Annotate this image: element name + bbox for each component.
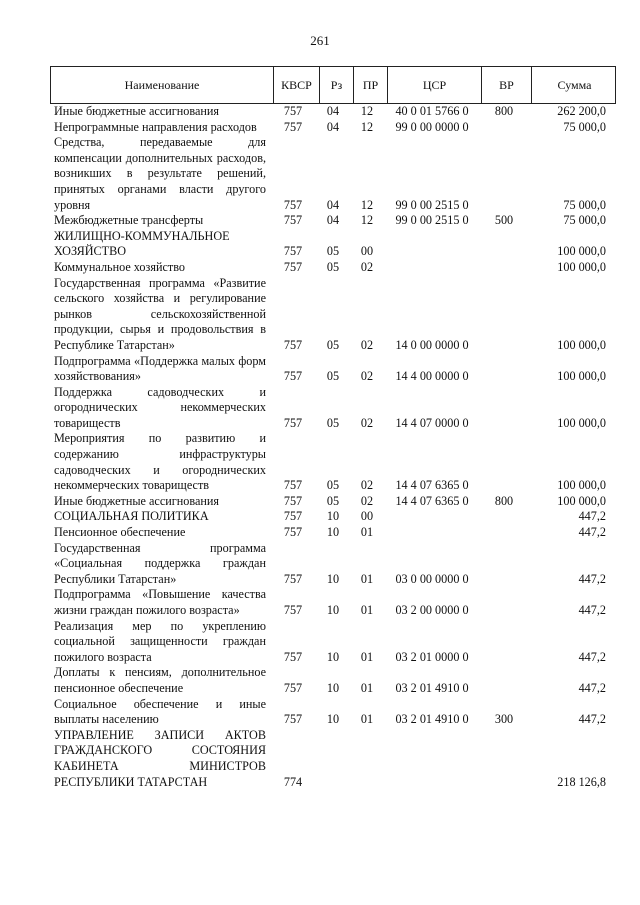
row-pr: 02 <box>360 493 374 508</box>
row-kvsr: 757 <box>283 493 303 508</box>
row-name: Реализация мер по укреплению социальной защищенности граждан пожилого возраста <box>54 618 266 664</box>
row-csr <box>385 509 479 525</box>
row-csr <box>385 525 479 541</box>
table-row <box>50 260 616 276</box>
row-vr <box>479 198 529 214</box>
row-sum: 100 000,0 <box>557 415 606 430</box>
table-row <box>50 728 616 790</box>
row-csr: 99 0 00 2515 0 <box>395 213 469 228</box>
row-sum: 447,2 <box>578 649 606 664</box>
row-csr <box>385 260 479 276</box>
row-name: Межбюджетные трансферты <box>54 213 204 228</box>
row-sum: 100 000,0 <box>557 493 606 508</box>
table-row <box>50 494 616 510</box>
row-pr: 02 <box>360 259 374 274</box>
row-kvsr: 757 <box>283 649 303 664</box>
row-rz: 05 <box>326 337 340 352</box>
row-name: Иные бюджетные ассигнования <box>54 104 220 118</box>
col-header-name: Наименование <box>124 77 200 92</box>
row-rz: 05 <box>326 244 340 259</box>
row-sum: 100 000,0 <box>557 337 606 352</box>
row-pr: 01 <box>360 712 374 727</box>
row-sum: 447,2 <box>578 712 606 727</box>
row-csr: 14 4 07 0000 0 <box>395 415 469 430</box>
row-vr: 500 <box>494 213 514 228</box>
row-rz: 10 <box>326 571 340 586</box>
table-row <box>50 587 616 618</box>
row-kvsr: 757 <box>283 119 303 134</box>
table-header <box>50 66 616 104</box>
row-kvsr: 757 <box>283 259 303 274</box>
row-pr: 00 <box>360 244 374 259</box>
table-row <box>50 431 616 493</box>
row-kvsr: 774 <box>283 774 303 789</box>
row-vr: 300 <box>494 712 514 727</box>
row-rz: 05 <box>326 493 340 508</box>
row-name: ЖИЛИЩНО-КОММУНАЛЬНОЕ ХОЗЯЙСТВО <box>54 228 230 259</box>
row-kvsr: 757 <box>283 369 303 384</box>
row-name: Коммунальное хозяйство <box>54 259 185 274</box>
row-kvsr: 757 <box>283 244 303 259</box>
row-sum: 100 000,0 <box>557 478 606 493</box>
row-sum: 218 126,8 <box>557 774 606 789</box>
row-name: Непрограммные направления расходов <box>54 119 257 134</box>
row-rz: 05 <box>326 478 340 493</box>
row-sum: 75 000,0 <box>563 197 606 212</box>
row-rz: 05 <box>326 369 340 384</box>
row-pr: 01 <box>360 603 374 617</box>
row-vr <box>479 681 529 697</box>
row-rz: 10 <box>326 649 340 664</box>
row-pr: 12 <box>360 213 374 228</box>
row-vr <box>479 478 529 494</box>
table-row <box>50 120 616 136</box>
col-header-vr: ВР <box>481 67 531 103</box>
table-row <box>50 213 616 229</box>
row-pr: 01 <box>360 649 374 664</box>
row-pr: 12 <box>360 197 374 212</box>
row-csr: 03 2 01 4910 0 <box>395 712 469 727</box>
row-name: Государственная программа «Развитие сельского хозяйства и регулирование рынков сельскохозяйственной продукции, сырья и продовольствия в Республике Татарстан» <box>54 275 266 352</box>
row-sum: 447,2 <box>578 525 606 540</box>
row-sum: 262 200,0 <box>557 104 606 118</box>
table-row <box>50 619 616 666</box>
row-kvsr: 757 <box>283 337 303 352</box>
table-row <box>50 385 616 432</box>
table-row <box>50 276 616 354</box>
row-sum: 447,2 <box>578 603 606 617</box>
row-rz: 05 <box>326 415 340 430</box>
row-pr: 01 <box>360 680 374 695</box>
row-kvsr: 757 <box>283 603 303 617</box>
row-name: Средства, передаваемые для компенсации дополнительных расходов, возникших в результате решений, принятых органами власти другого уровня <box>54 135 266 212</box>
row-rz: 04 <box>326 197 340 212</box>
row-rz: 10 <box>326 712 340 727</box>
row-csr: 14 4 07 6365 0 <box>395 493 469 508</box>
row-rz: 10 <box>326 680 340 695</box>
table-row <box>50 354 616 385</box>
row-name: СОЦИАЛЬНАЯ ПОЛИТИКА <box>54 509 209 524</box>
row-sum: 75 000,0 <box>563 119 606 134</box>
row-pr: 02 <box>360 478 374 493</box>
row-vr: 800 <box>494 493 514 508</box>
row-csr: 14 4 07 6365 0 <box>395 478 469 493</box>
row-pr: 12 <box>360 119 374 134</box>
row-kvsr: 757 <box>283 213 303 228</box>
row-csr: 14 0 00 0000 0 <box>395 337 469 352</box>
row-name: УПРАВЛЕНИЕ ЗАПИСИ АКТОВ ГРАЖДАНСКОГО СОСТОЯНИЯ КАБИНЕТА МИНИСТРОВ РЕСПУБЛИКИ ТАТАРСТАН <box>54 727 266 789</box>
row-pr: 01 <box>360 525 374 540</box>
row-vr <box>479 338 529 354</box>
row-pr: 01 <box>360 571 374 586</box>
row-vr: 800 <box>494 104 514 118</box>
row-pr: 02 <box>360 369 374 384</box>
col-header-kvsr: КВСР <box>273 67 319 103</box>
row-vr <box>479 244 529 260</box>
row-rz: 04 <box>326 104 340 118</box>
table-row <box>50 104 616 120</box>
row-csr <box>385 775 479 791</box>
row-kvsr: 757 <box>283 197 303 212</box>
page-number: 261 <box>310 33 330 48</box>
row-rz: 04 <box>326 119 340 134</box>
row-kvsr: 757 <box>283 415 303 430</box>
row-rz: 05 <box>326 259 340 274</box>
table-row <box>50 525 616 541</box>
row-csr: 03 0 00 0000 0 <box>395 571 469 586</box>
row-name: Доплаты к пенсиям, дополнительное пенсионное обеспечение <box>54 665 266 695</box>
row-kvsr: 757 <box>283 712 303 727</box>
row-sum: 100 000,0 <box>557 244 606 259</box>
col-header-sum: Сумма <box>531 67 617 103</box>
row-kvsr: 757 <box>283 525 303 540</box>
row-name: Социальное обеспечение и иные выплаты населению <box>54 696 266 727</box>
row-name: Государственная программа «Социальная поддержка граждан Республики Татарстан» <box>54 540 266 586</box>
table-row <box>50 541 616 588</box>
row-pr: 00 <box>360 509 374 524</box>
row-rz <box>317 775 349 791</box>
row-rz: 10 <box>326 509 340 524</box>
row-vr <box>479 416 529 432</box>
row-vr <box>479 603 529 619</box>
row-csr: 99 0 00 2515 0 <box>395 197 469 212</box>
row-vr <box>479 775 529 791</box>
row-sum: 75 000,0 <box>563 213 606 228</box>
table-row <box>50 135 616 213</box>
col-header-csr: ЦСР <box>387 67 481 103</box>
row-csr: 03 2 01 4910 0 <box>395 680 469 695</box>
row-csr: 03 2 01 0000 0 <box>395 649 469 664</box>
row-name: Подпрограмма «Повышение качества жизни граждан пожилого возраста» <box>54 587 266 617</box>
row-name: Мероприятия по развитию и содержанию инфраструктуры садоводческих и огороднических некоммерческих товариществ <box>54 431 266 493</box>
row-kvsr: 757 <box>283 509 303 524</box>
row-csr: 14 4 00 0000 0 <box>395 369 469 384</box>
row-csr: 99 0 00 0000 0 <box>395 119 469 134</box>
row-name: Пенсионное обеспечение <box>54 525 186 540</box>
row-pr <box>351 775 383 791</box>
col-header-pr: ПР <box>353 67 387 103</box>
row-rz: 10 <box>326 603 340 617</box>
row-vr <box>479 525 529 541</box>
table-row <box>50 665 616 696</box>
row-name: Подпрограмма «Поддержка малых форм хозяйствования» <box>54 353 266 384</box>
row-sum: 447,2 <box>578 571 606 586</box>
col-header-rz: Рз <box>319 67 353 103</box>
row-vr <box>479 650 529 666</box>
row-sum: 100 000,0 <box>557 259 606 274</box>
row-sum: 447,2 <box>578 680 606 695</box>
row-sum: 447,2 <box>578 509 606 524</box>
row-rz: 10 <box>326 525 340 540</box>
row-vr <box>479 260 529 276</box>
row-kvsr: 757 <box>283 680 303 695</box>
table-body <box>50 104 616 790</box>
row-vr <box>479 369 529 385</box>
row-csr: 40 0 01 5766 0 <box>395 104 469 118</box>
row-csr <box>385 244 479 260</box>
row-sum: 100 000,0 <box>557 369 606 384</box>
row-pr: 02 <box>360 415 374 430</box>
table-row <box>50 229 616 260</box>
row-kvsr: 757 <box>283 478 303 493</box>
row-pr: 12 <box>360 104 374 118</box>
row-csr: 03 2 00 0000 0 <box>395 603 469 617</box>
row-name: Поддержка садоводческих и огороднических некоммерческих товариществ <box>54 384 266 430</box>
table-row <box>50 697 616 728</box>
row-kvsr: 757 <box>283 104 303 118</box>
row-vr <box>479 572 529 588</box>
row-vr <box>479 509 529 525</box>
row-name: Иные бюджетные ассигнования <box>54 493 220 508</box>
row-pr: 02 <box>360 337 374 352</box>
row-vr <box>479 120 529 136</box>
row-kvsr: 757 <box>283 571 303 586</box>
row-rz: 04 <box>326 213 340 228</box>
table-row <box>50 509 616 525</box>
